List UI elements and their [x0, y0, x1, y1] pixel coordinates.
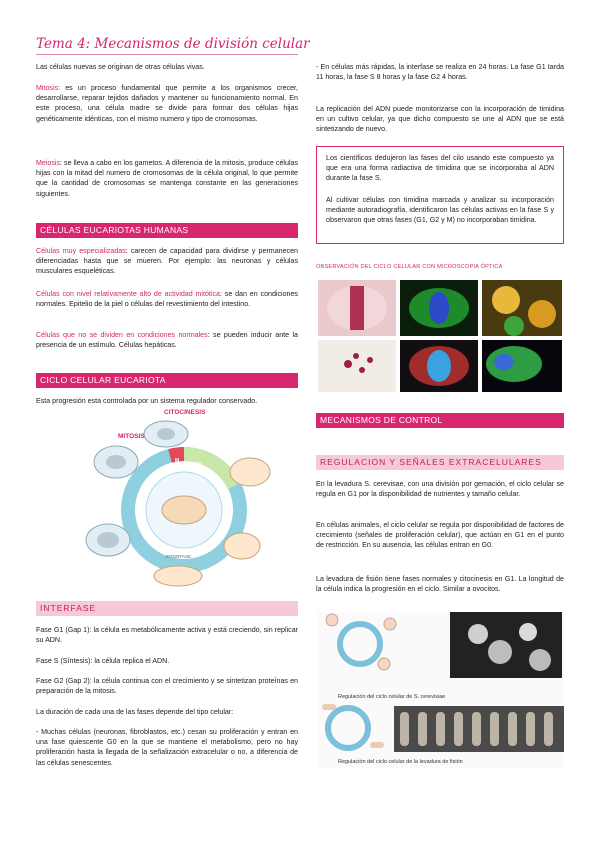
timidina-box — [316, 146, 564, 244]
mitosis-paragraph — [36, 83, 298, 124]
timidina-box-p1: Los científicos dedujeron las fases del cilo usando este compuesto ya que era una forma radiactiva de timidina que se incorporaba al ADN durante la fase S. — [326, 154, 554, 183]
eucariota-item-2-text: : se dan en condiciones normales. Epitelio de la piel o células del revestimiento del intestino. — [36, 290, 298, 309]
eucariota-item-2-term: Células con nivel relativamente alto de actividad mitótica — [36, 290, 220, 298]
meiosis-paragraph — [36, 158, 298, 199]
section-heading-eucariotas: CÉLULAS EUCARIOTAS HUMANAS — [36, 223, 298, 238]
interfase-g2: Fase G2 (Gap 2): la célula continua con el crecimiento y se sintetizan proteínas en preparación de la mitosis. — [36, 677, 298, 696]
rapidas-text: - En células más rápidas, la interfase se realiza en 24 horas. La fase G1 tarda 11 horas, la fase S 8 horas y la fase G2 4 horas. — [316, 63, 564, 82]
section-heading-ciclo: CICLO CELULAR EUCARIOTA — [36, 373, 298, 388]
yeast-cycle-figure — [318, 612, 564, 768]
mitosis-term: Mitosis — [36, 84, 59, 92]
title-underline — [36, 54, 298, 55]
eucariota-item-3-text: : se pueden inducir ante la presencia de un estimulo. Células hepáticas. — [36, 331, 298, 350]
timidina-box-p2: Al cultivar células con timidina marcada y analizar su incorporación mediante autoradiografía, identificaron las células activas en la fase S y observaron que otras fases (G1, G2 y M) no incorporaban timidina. — [326, 196, 554, 225]
regulacion-p2: En células animales, el ciclo celular se regula por disponibilidad de factores de crecimiento (señales de proliferación celular), que actúan en G1 en el punto de restricción. En su ausencia, las células entran en G0. — [316, 521, 564, 550]
interfase-muchas: - Muchas células (neuronas, fibroblastos, etc.) cesan su proliferación y entran en una fase quiescente G0 en la que se mantiene el metabolismo, pero no hay proliferación hasta la llegada de la señalización extracelular o no, a diferencia de las células senescentes. — [36, 728, 298, 767]
yeast-label-2: Regulación del ciclo celular de la levadura de fisión — [338, 759, 463, 765]
section-heading-control: MECANISMOS DE CONTROL — [316, 413, 564, 428]
regulacion-p3: La levadura de fisión tiene fases normales y citocinesis en G1. La longitud de la célula indica la progresión en el ciclo. Similar a ovocitos. — [316, 575, 564, 594]
diagram-label-mitosis: MITOSIS — [118, 433, 145, 440]
regulacion-p1: En la levadura S. cerevisae, con una división por gemación, el ciclo celular se regula en G1 por la disponibilidad de nutrientes y tamaño celular. — [316, 480, 564, 499]
diagram-label-m: M — [175, 458, 180, 464]
ciclo-text: Esta progresión esta controlada por un sistema regulador conservado. — [36, 397, 258, 405]
diagram-label-interfase: INTERFASE — [166, 554, 192, 559]
eucariota-item-1-term: Células muy especializadas — [36, 247, 126, 255]
section-heading-regulacion: REGULACION Y SEÑALES EXTRACELULARES — [316, 455, 564, 470]
eucariota-item-1 — [36, 246, 298, 277]
page-title: Tema 4: Mecanismos de división celular — [36, 36, 310, 52]
meiosis-text: : se lleva a cabo en los gametos. A diferencia de la mitosis, produce células hijas con la mitad del numero de cromosomas de la célula original, lo que permite que la cantidad de cromosomas se mantenga constante en las generaciones siguientes. — [36, 159, 298, 198]
replicacion-text: La replicación del ADN puede monitorizarse con la incorporación de timidina en un cultivo celular, ya que dicho compuesto se une al ADN que se está sintetizando de nuevo. — [316, 105, 564, 134]
cell-cycle-diagram — [74, 409, 274, 588]
eucariota-item-2 — [36, 289, 298, 309]
meiosis-term: Meiosis — [36, 159, 61, 167]
mitosis-text: : es un proceso fundamental que permite a los organismos crecer, desarrollarse, reparar tejidos dañados y mantener su funcionamiento normal. En este proceso, una célula madre se divide para formar dos células hijas genéticamente idénticas, con el mismo numero y tipo de cromosomas. — [36, 84, 298, 123]
diagram-label-citocinesis: CITOCINESIS — [164, 409, 206, 416]
diagram-label-g2: G2 — [195, 462, 202, 468]
interfase-duracion: La duración de cada una de las fases depende del tipo celular: — [36, 708, 234, 716]
eucariota-item-3-term: Células que no se dividen en condiciones normales — [36, 331, 208, 339]
microscopy-photo-grid — [318, 280, 562, 392]
intro-text: Las células nuevas se originan de otras células vivas. — [36, 63, 205, 71]
section-heading-interfase: INTERFASE — [36, 601, 298, 616]
eucariota-item-1-text: : carecen de capacidad para dividirse y permanecen diferenciadas hasta que se mueren. Por ejemplo: las neuronas y células musculares esqueléticas. — [36, 247, 298, 276]
yeast-label-1: Regulación del ciclo celular de S. cerevisiae — [338, 694, 446, 700]
microscopia-caption: OBSERVACIÓN DEL CICLO CELULAR CON MICROSCOPIA ÓPTICA — [316, 264, 503, 270]
interfase-g1: Fase G1 (Gap 1): la célula es metabólicamente activa y está creciendo, sin replicar su ADN. — [36, 626, 298, 645]
interfase-s: Fase S (Síntesis): la célula replica el ADN. — [36, 657, 170, 665]
eucariota-item-3 — [36, 330, 298, 350]
